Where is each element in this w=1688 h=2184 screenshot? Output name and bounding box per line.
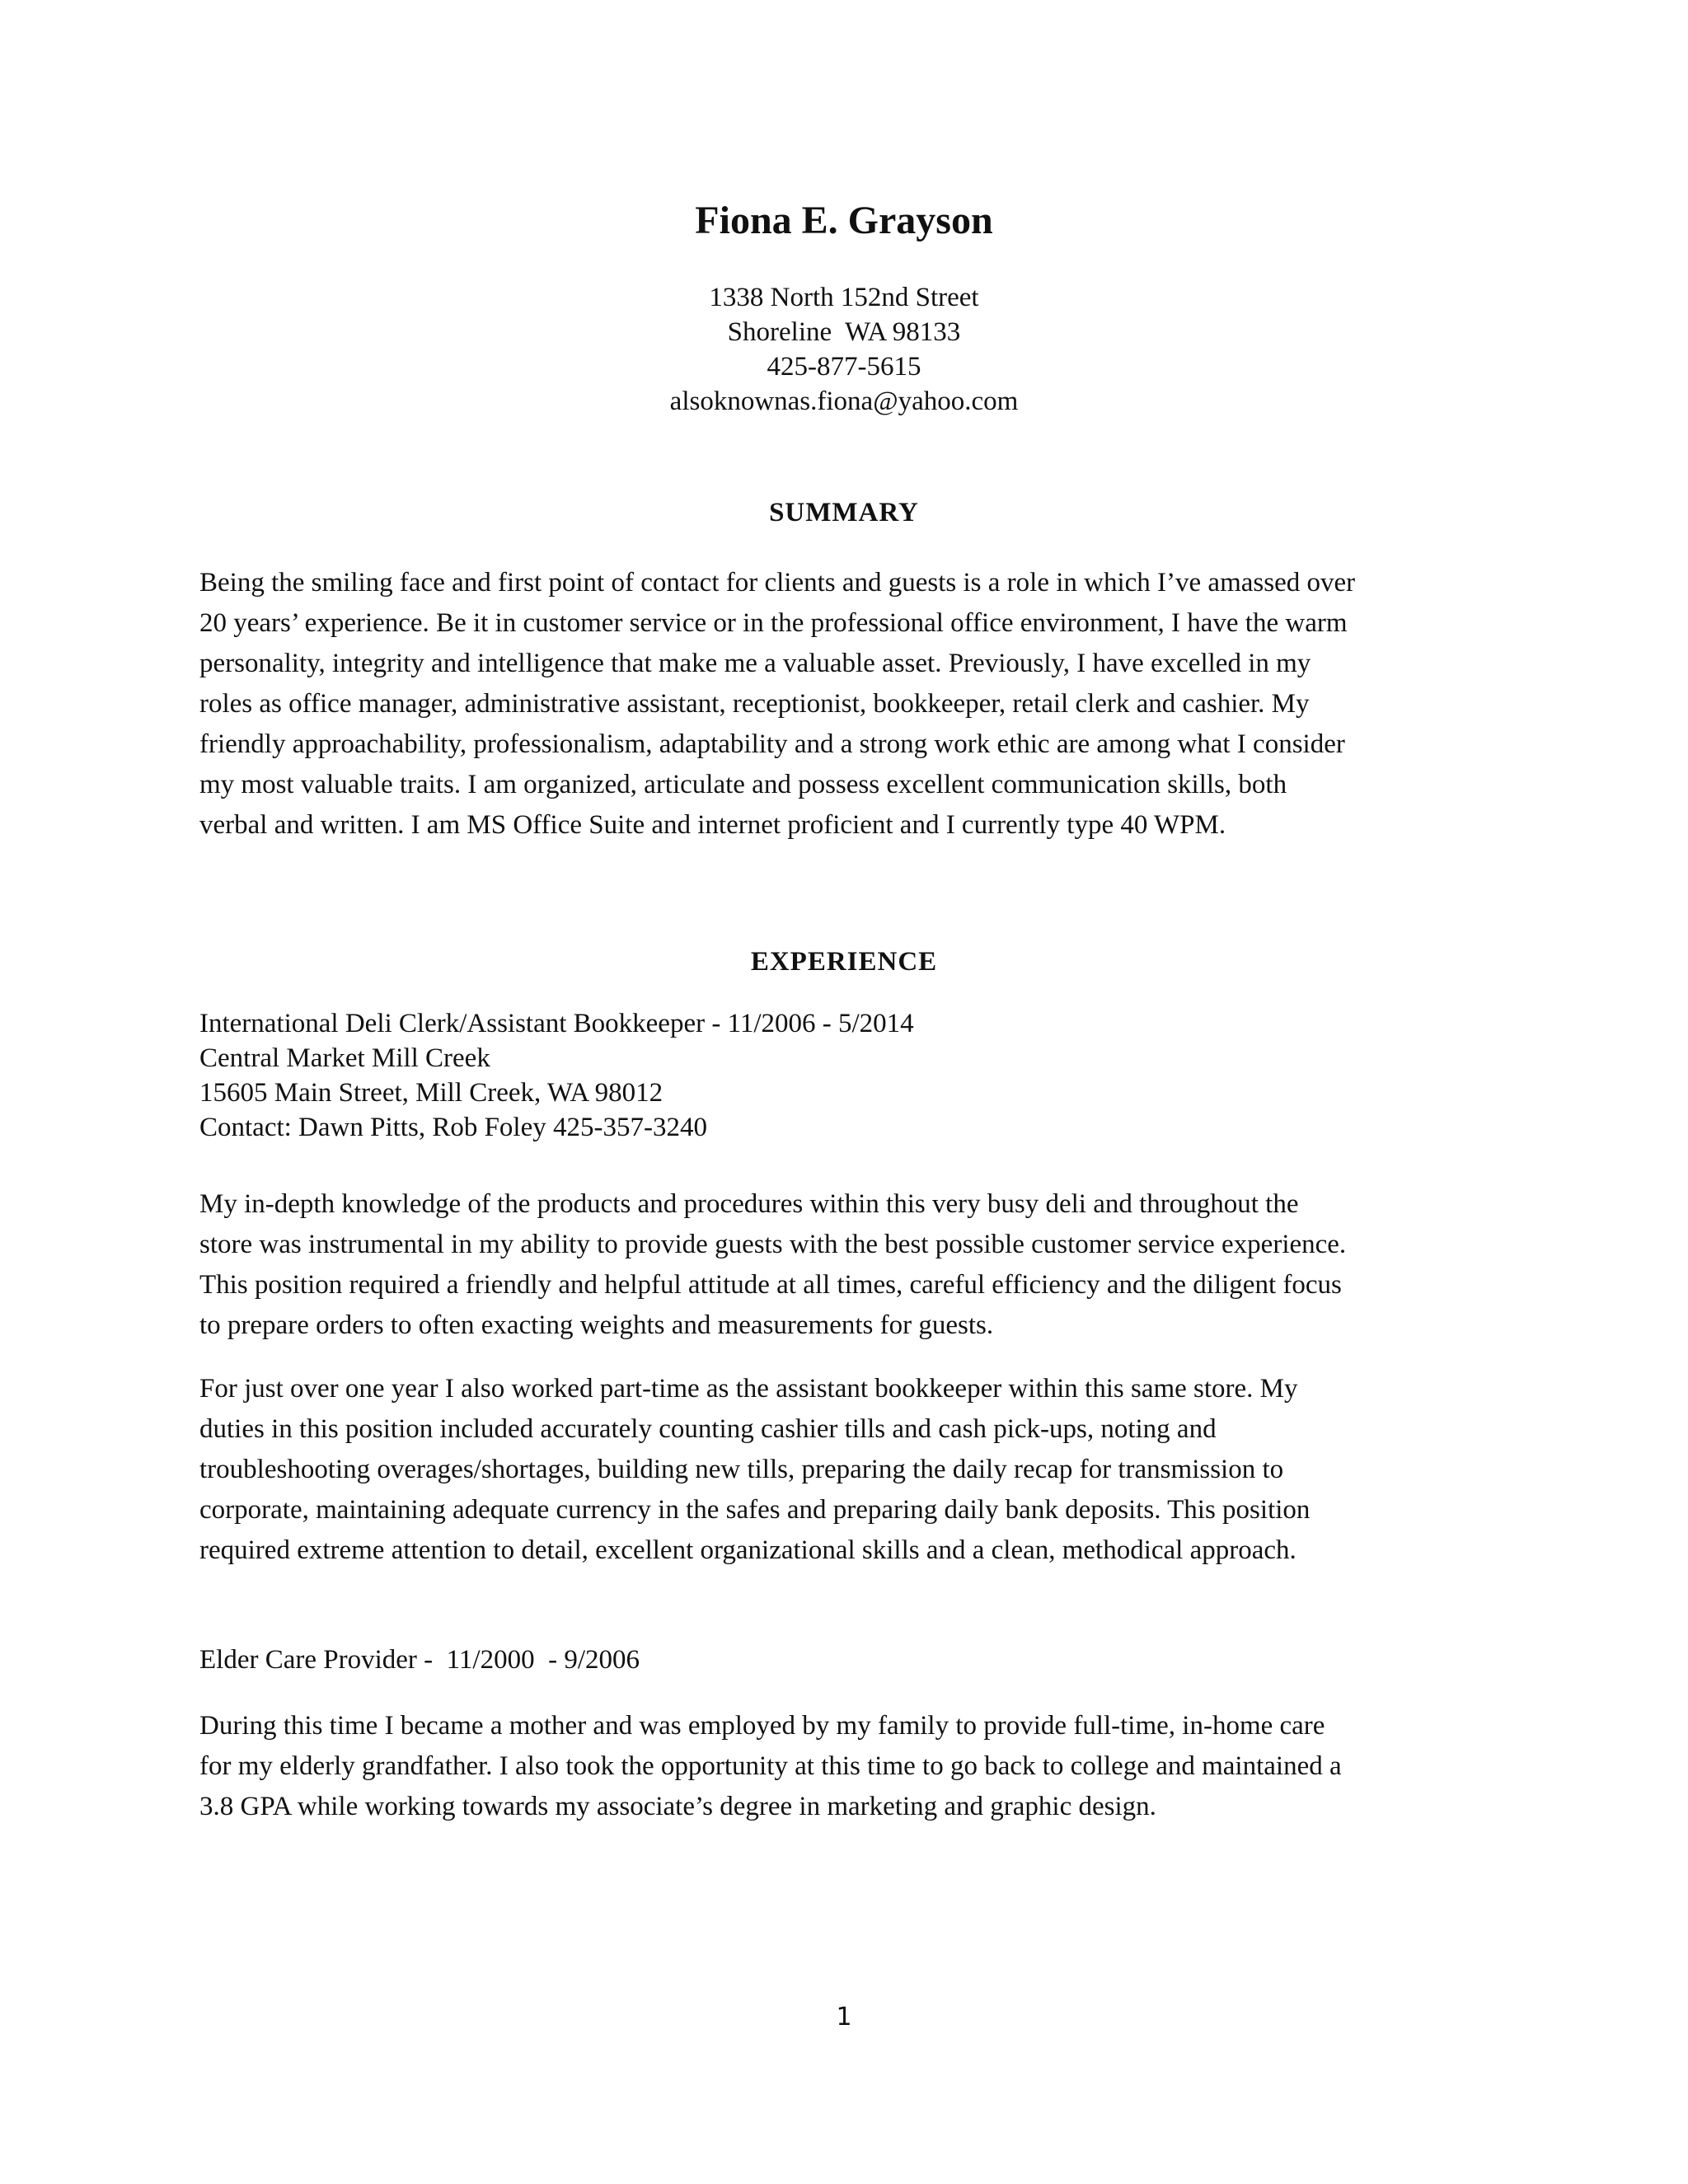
description-line: This position required a friendly and helpful attitude at all times, careful efficiency and the diligent focus — [199, 1270, 1342, 1300]
description-line: For just over one year I also worked part-time as the assistant bookkeeper within this same store. My — [199, 1374, 1298, 1404]
job-title-line: Elder Care Provider - 11/2000 - 9/2006 — [199, 1645, 640, 1675]
employer-contact-line: Contact: Dawn Pitts, Rob Foley 425-357-3240 — [199, 1113, 707, 1142]
description-line: store was instrumental in my ability to provide guests with the best possible customer service experience. — [199, 1230, 1347, 1259]
summary-heading: SUMMARY — [769, 498, 919, 527]
description-line: troubleshooting overages/shortages, building new tills, preparing the daily recap for transmission to — [199, 1455, 1284, 1484]
summary-line: roles as office manager, administrative assistant, receptionist, bookkeeper, retail clerk and cashier. My — [199, 689, 1310, 719]
employer-address-line: 15605 Main Street, Mill Creek, WA 98012 — [199, 1078, 663, 1108]
summary-line: verbal and written. I am MS Office Suite and internet proficient and I currently type 40 WPM. — [199, 810, 1226, 840]
job-description-paragraph — [199, 1706, 1502, 1827]
job-header-elder-care — [199, 1643, 1502, 1677]
description-line: During this time I became a mother and was employed by my family to provide full-time, in-home care — [199, 1711, 1325, 1741]
summary-line: 20 years’ experience. Be it in customer service or in the professional office environment, I have the warm — [199, 608, 1348, 638]
job-title-line: International Deli Clerk/Assistant Bookkeeper - 11/2006 - 5/2014 — [199, 1009, 914, 1038]
description-line: corporate, maintaining adequate currency in the safes and preparing daily bank deposits. This position — [199, 1495, 1311, 1525]
candidate-name: Fiona E. Grayson — [695, 199, 993, 242]
description-line: to prepare orders to often exacting weights and measurements for guests. — [199, 1310, 994, 1340]
description-line: My in-depth knowledge of the products and procedures within this very busy deli and throughout the — [199, 1189, 1299, 1219]
experience-heading: EXPERIENCE — [750, 947, 938, 977]
description-line: for my elderly grandfather. I also took the opportunity at this time to go back to college and maintained a — [199, 1751, 1342, 1781]
summary-line: my most valuable traits. I am organized, articulate and possess excellent communication skills, both — [199, 770, 1287, 799]
address-line-1: 1338 North 152nd Street — [709, 283, 979, 312]
summary-paragraph — [199, 563, 1502, 846]
description-line: required extreme attention to detail, excellent organizational skills and a clean, methodical approach. — [199, 1535, 1296, 1565]
summary-line: personality, integrity and intelligence that make me a valuable asset. Previously, I have excelled in my — [199, 649, 1311, 678]
job-description-paragraph — [199, 1184, 1502, 1346]
contact-block — [0, 280, 1688, 419]
summary-line: Being the smiling face and first point of contact for clients and guests is a role in which I’ve amassed over — [199, 568, 1356, 598]
summary-line: friendly approachability, professionalism, adaptability and a strong work ethic are among what I consider — [199, 729, 1345, 759]
job-header-deli-clerk — [199, 1006, 1502, 1145]
page-number: 1 — [836, 2003, 852, 2032]
phone-number: 425-877-5615 — [767, 352, 921, 382]
address-line-2: Shoreline WA 98133 — [727, 317, 961, 347]
employer-line: Central Market Mill Creek — [199, 1043, 490, 1073]
description-line: 3.8 GPA while working towards my associate’s degree in marketing and graphic design. — [199, 1792, 1156, 1821]
description-line: duties in this position included accurately counting cashier tills and cash pick-ups, noting and — [199, 1414, 1217, 1444]
job-description-paragraph — [199, 1369, 1502, 1571]
email-address: alsoknownas.fiona@yahoo.com — [669, 387, 1019, 416]
